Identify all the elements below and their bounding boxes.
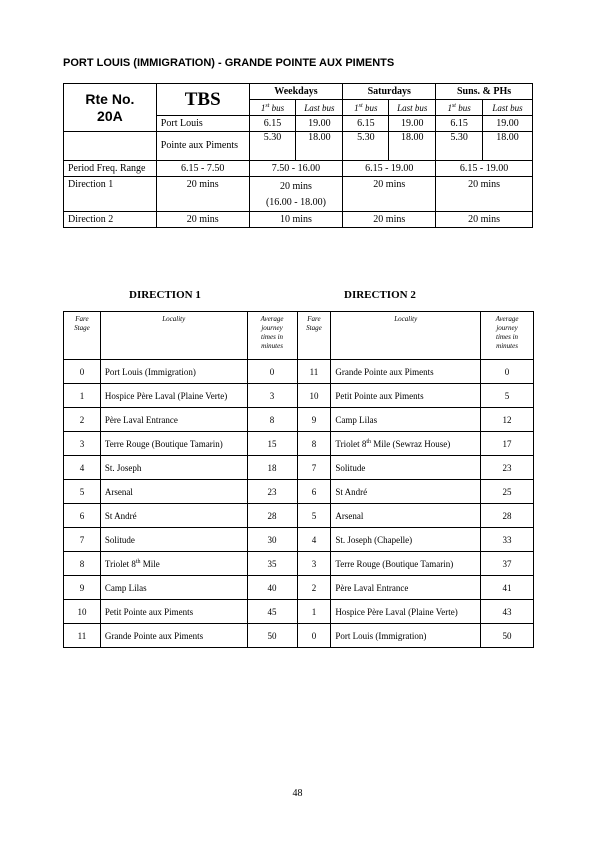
locality-cell: St. Joseph (Chapelle) (331, 528, 481, 552)
locality-cell: Arsenal (331, 504, 481, 528)
journey-time-cell: 35 (247, 552, 297, 576)
period-label: Period Freq. Range (64, 161, 157, 177)
locality-header: Locality (100, 312, 247, 360)
locality-header: Locality (331, 312, 481, 360)
journey-time-cell: 40 (247, 576, 297, 600)
time-cell: 19.00 (296, 116, 343, 132)
avg-time-header: Average journey times in minutes (481, 312, 534, 360)
locality-cell: Arsenal (100, 480, 247, 504)
fare-stage-table (63, 311, 534, 648)
journey-time-cell: 5 (481, 384, 534, 408)
group-weekdays: Weekdays (249, 84, 343, 100)
journey-time-cell: 18 (247, 456, 297, 480)
time-cell: 18.00 (389, 132, 436, 161)
freq-cell: 20 mins (436, 212, 533, 228)
journey-time-cell: 8 (247, 408, 297, 432)
journey-time-cell: 3 (247, 384, 297, 408)
fare-stage-cell: 3 (297, 552, 331, 576)
journey-time-cell: 28 (247, 504, 297, 528)
time-cell: 6.15 (343, 116, 389, 132)
journey-time-cell: 45 (247, 600, 297, 624)
time-cell: 18.00 (296, 132, 343, 161)
locality-cell: Père Laval Entrance (331, 576, 481, 600)
period-cell: 6.15 - 7.50 (156, 161, 249, 177)
fare-stage-cell: 10 (64, 600, 101, 624)
stop-row (64, 132, 533, 161)
fare-stage-cell: 5 (297, 504, 331, 528)
locality-cell: Triolet 8th Mile (100, 552, 247, 576)
time-cell: 6.15 (436, 116, 483, 132)
schedule-table (63, 83, 533, 228)
journey-time-cell: 23 (481, 456, 534, 480)
journey-time-cell: 0 (481, 360, 534, 384)
table-row (64, 624, 534, 648)
time-cell: 5.30 (343, 132, 389, 161)
route-number: 20A (97, 107, 123, 124)
table-row (64, 456, 534, 480)
table-row (64, 600, 534, 624)
locality-cell: Petit Pointe aux Piments (100, 600, 247, 624)
stop-name: Pointe aux Piments (156, 132, 249, 161)
fare-stage-cell: 1 (64, 384, 101, 408)
freq-cell: 10 mins (249, 212, 343, 228)
locality-cell: Camp Lilas (331, 408, 481, 432)
group-sundays: Suns. & PHs (436, 84, 533, 100)
fare-stage-header: Fare Stage (64, 312, 101, 360)
page-title: PORT LOUIS (IMMIGRATION) - GRANDE POINTE AUX PIMENTS (63, 57, 395, 69)
fare-stage-cell: 6 (64, 504, 101, 528)
fare-stage-header: Fare Stage (297, 312, 331, 360)
first-bus-header: 1st bus (436, 100, 483, 116)
fare-stage-cell: 2 (297, 576, 331, 600)
route-label: Rte No. (85, 90, 135, 107)
empty-cell (64, 132, 157, 161)
locality-cell: Petit Pointe aux Piments (331, 384, 481, 408)
route-number-cell (64, 84, 157, 132)
freq-cell: 20 mins (436, 177, 533, 212)
freq-cell: 20 mins (156, 177, 249, 212)
table-row (64, 432, 534, 456)
direction2-label: Direction 2 (64, 212, 157, 228)
journey-time-cell: 25 (481, 480, 534, 504)
locality-cell: Camp Lilas (100, 576, 247, 600)
locality-cell: Père Laval Entrance (100, 408, 247, 432)
table-row (64, 504, 534, 528)
fare-stage-cell: 2 (64, 408, 101, 432)
freq-cell: 20 mins (343, 177, 436, 212)
journey-time-cell: 12 (481, 408, 534, 432)
journey-time-cell: 0 (247, 360, 297, 384)
time-cell: 18.00 (483, 132, 533, 161)
journey-time-cell: 15 (247, 432, 297, 456)
fare-stage-cell: 10 (297, 384, 331, 408)
locality-cell: Grande Pointe aux Piments (100, 624, 247, 648)
journey-time-cell: 28 (481, 504, 534, 528)
freq-cell: 20 mins (343, 212, 436, 228)
locality-cell: St. Joseph (100, 456, 247, 480)
period-cell: 6.15 - 19.00 (343, 161, 436, 177)
locality-cell: Triolet 8th Mile (Sewraz House) (331, 432, 481, 456)
last-bus-header: Last bus (389, 100, 436, 116)
table-row (64, 408, 534, 432)
fare-stage-cell: 7 (297, 456, 331, 480)
table-row (64, 528, 534, 552)
fare-stage-cell: 0 (64, 360, 101, 384)
fare-stage-cell: 7 (64, 528, 101, 552)
journey-time-cell: 17 (481, 432, 534, 456)
locality-cell: Hospice Père Laval (Plaine Verte) (331, 600, 481, 624)
time-cell: 19.00 (389, 116, 436, 132)
table-row (64, 552, 534, 576)
first-bus-header: 1st bus (343, 100, 389, 116)
fare-stage-cell: 4 (64, 456, 101, 480)
fare-stage-cell: 8 (64, 552, 101, 576)
avg-time-header: Average journey times in minutes (247, 312, 297, 360)
time-cell: 19.00 (483, 116, 533, 132)
locality-cell: St André (100, 504, 247, 528)
direction2-row (64, 212, 533, 228)
fare-stage-cell: 11 (64, 624, 101, 648)
operator: TBS (156, 84, 249, 116)
time-cell: 5.30 (249, 132, 296, 161)
table-row (64, 360, 534, 384)
fare-stage-cell: 1 (297, 600, 331, 624)
fare-stage-cell: 5 (64, 480, 101, 504)
journey-time-cell: 41 (481, 576, 534, 600)
stop-name: Port Louis (156, 116, 249, 132)
page-number: 48 (292, 788, 303, 799)
journey-time-cell: 30 (247, 528, 297, 552)
locality-cell: Port Louis (Immigration) (100, 360, 247, 384)
fare-stage-cell: 9 (64, 576, 101, 600)
period-row (64, 161, 533, 177)
journey-time-cell: 50 (481, 624, 534, 648)
fare-stage-cell: 0 (297, 624, 331, 648)
table-row (64, 576, 534, 600)
fare-stage-cell: 9 (297, 408, 331, 432)
fare-stage-cell: 6 (297, 480, 331, 504)
journey-time-cell: 33 (481, 528, 534, 552)
table-row (64, 480, 534, 504)
locality-cell: Terre Rouge (Boutique Tamarin) (331, 552, 481, 576)
time-cell: 6.15 (249, 116, 296, 132)
fare-stage-cell: 4 (297, 528, 331, 552)
table-row (64, 384, 534, 408)
locality-cell: Port Louis (Immigration) (331, 624, 481, 648)
time-cell: 5.30 (436, 132, 483, 161)
period-cell: 7.50 - 16.00 (249, 161, 343, 177)
journey-time-cell: 50 (247, 624, 297, 648)
fare-stage-cell: 3 (64, 432, 101, 456)
freq-cell: 20 mins (156, 212, 249, 228)
direction1-label: Direction 1 (64, 177, 157, 212)
locality-cell: Solitude (331, 456, 481, 480)
fare-stage-cell: 8 (297, 432, 331, 456)
locality-cell: Solitude (100, 528, 247, 552)
journey-time-cell: 37 (481, 552, 534, 576)
locality-cell: Terre Rouge (Boutique Tamarin) (100, 432, 247, 456)
locality-cell: Hospice Père Laval (Plaine Verte) (100, 384, 247, 408)
direction1-heading: DIRECTION 1 (129, 289, 201, 301)
last-bus-header: Last bus (483, 100, 533, 116)
last-bus-header: Last bus (296, 100, 343, 116)
locality-cell: Grande Pointe aux Piments (331, 360, 481, 384)
group-saturdays: Saturdays (343, 84, 436, 100)
period-cell: 6.15 - 19.00 (436, 161, 533, 177)
journey-time-cell: 43 (481, 600, 534, 624)
direction1-row (64, 177, 533, 212)
journey-time-cell: 23 (247, 480, 297, 504)
direction2-heading: DIRECTION 2 (344, 289, 416, 301)
first-bus-header: 1st bus (249, 100, 296, 116)
fare-stage-cell: 11 (297, 360, 331, 384)
locality-cell: St André (331, 480, 481, 504)
freq-cell: 20 mins (16.00 - 18.00) (249, 177, 343, 212)
